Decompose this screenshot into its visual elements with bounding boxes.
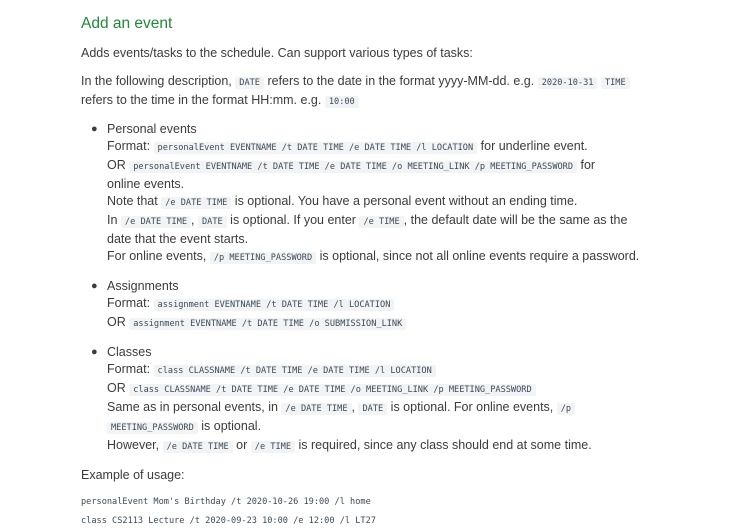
note-line bbox=[107, 212, 731, 231]
note-text: Same as in personal events, in bbox=[107, 400, 278, 414]
code-snippet: /e DATE TIME bbox=[163, 441, 233, 453]
code-example: class CS2113 Lecture /t 2020-09-23 10:00 /e 12:00 /l LT27 bbox=[81, 516, 376, 526]
note-line bbox=[107, 193, 731, 212]
code-time-example: 10:00 bbox=[325, 96, 359, 108]
intro-paragraph: Adds events/tasks to the schedule. Can support various types of tasks: bbox=[81, 46, 473, 60]
item-title: Personal events bbox=[107, 122, 197, 136]
format-description bbox=[81, 73, 731, 111]
code-date: DATE bbox=[235, 77, 264, 89]
code-snippet: /e DATE TIME bbox=[281, 403, 351, 415]
or-label: OR bbox=[107, 381, 126, 395]
code-date-example: 2020-10-31 bbox=[538, 77, 598, 89]
format-line bbox=[107, 314, 731, 333]
or-label: OR bbox=[107, 315, 126, 329]
list-item-assignments bbox=[81, 278, 731, 333]
note-text: is optional. For online events, bbox=[390, 400, 554, 414]
format-line bbox=[107, 380, 731, 399]
code-format: personalEvent EVENTNAME /t DATE TIME /e DATE TIME /l LOCATION bbox=[154, 142, 478, 154]
note-text: or bbox=[236, 438, 248, 452]
format-label: Format: bbox=[107, 296, 151, 310]
note-text: is optional. You have a personal event without an ending time. bbox=[234, 194, 578, 208]
list-item-personal-events bbox=[81, 121, 731, 267]
code-format: personalEvent EVENTNAME /t DATE TIME /e DATE TIME /o MEETING_LINK /p MEETING_PASSWORD bbox=[129, 161, 577, 173]
example-label: Example of usage: bbox=[81, 468, 185, 482]
content bbox=[81, 14, 731, 530]
example-line bbox=[81, 492, 731, 511]
format-tail: online events. bbox=[107, 177, 185, 191]
code-format: assignment EVENTNAME /t DATE TIME /l LOCATION bbox=[154, 299, 395, 311]
code-format: assignment EVENTNAME /t DATE TIME /o SUBMISSION_LINK bbox=[129, 318, 406, 330]
code-snippet: /e DATE TIME bbox=[121, 216, 191, 228]
bullet-icon: ● bbox=[91, 123, 98, 135]
code-time: TIME bbox=[601, 77, 630, 89]
code-snippet: /e TIME bbox=[251, 441, 295, 453]
note-text: is required, since any class should end at some time. bbox=[298, 438, 592, 452]
example-code-block bbox=[81, 492, 731, 530]
note-text: is optional. bbox=[201, 419, 262, 433]
note-text: For online events, bbox=[107, 249, 207, 263]
item-title: Assignments bbox=[107, 279, 179, 293]
format-tail: for underline event. bbox=[480, 139, 588, 153]
note-text: , bbox=[351, 400, 355, 414]
bullet-icon: ● bbox=[91, 280, 98, 292]
format-label: Format: bbox=[107, 139, 151, 153]
bullet-icon: ● bbox=[91, 346, 98, 358]
or-label: OR bbox=[107, 158, 126, 172]
item-title: Classes bbox=[107, 345, 152, 359]
desc-text: In the following description, bbox=[81, 74, 232, 88]
code-format: class CLASSNAME /t DATE TIME /e DATE TIME /l LOCATION bbox=[154, 365, 436, 377]
code-snippet: /p bbox=[557, 403, 575, 415]
format-tail: for bbox=[580, 158, 596, 172]
format-line bbox=[107, 157, 731, 176]
note-text: is optional, since not all online events require a password. bbox=[319, 249, 640, 263]
code-format: class CLASSNAME /t DATE TIME /e DATE TIME /o MEETING_LINK /p MEETING_PASSWORD bbox=[129, 384, 535, 396]
format-label: Format: bbox=[107, 362, 151, 376]
code-snippet: DATE bbox=[198, 216, 227, 228]
format-line bbox=[107, 361, 731, 380]
example-line bbox=[81, 511, 731, 530]
note-line bbox=[107, 248, 731, 267]
code-snippet: /p MEETING_PASSWORD bbox=[210, 252, 316, 264]
desc-text: refers to the time in the format HH:mm. e.g. bbox=[81, 93, 322, 107]
note-text: is optional. If you enter bbox=[230, 213, 356, 227]
code-snippet: /e TIME bbox=[359, 216, 403, 228]
note-text: In bbox=[107, 213, 118, 227]
note-line bbox=[107, 399, 731, 418]
note-text: Note that bbox=[107, 194, 158, 208]
code-snippet: /e DATE TIME bbox=[161, 197, 231, 209]
code-example: personalEvent Mom's Birthday /t 2020-10-26 19:00 /l home bbox=[81, 497, 371, 507]
desc-text: refers to the date in the format yyyy-MM-dd. e.g. bbox=[267, 74, 535, 88]
list-item-classes bbox=[81, 344, 731, 456]
note-line bbox=[107, 437, 731, 456]
code-snippet: MEETING_PASSWORD bbox=[107, 422, 198, 434]
note-line bbox=[107, 418, 731, 437]
note-line: date that the event starts. bbox=[107, 232, 249, 246]
format-line bbox=[107, 295, 731, 314]
format-line bbox=[107, 138, 731, 157]
note-text: , bbox=[191, 213, 195, 227]
code-snippet: DATE bbox=[358, 403, 387, 415]
note-text: However, bbox=[107, 438, 160, 452]
section-heading: Add an event bbox=[81, 15, 173, 32]
note-text: , the default date will be the same as the bbox=[403, 213, 628, 227]
task-type-list bbox=[81, 121, 731, 456]
